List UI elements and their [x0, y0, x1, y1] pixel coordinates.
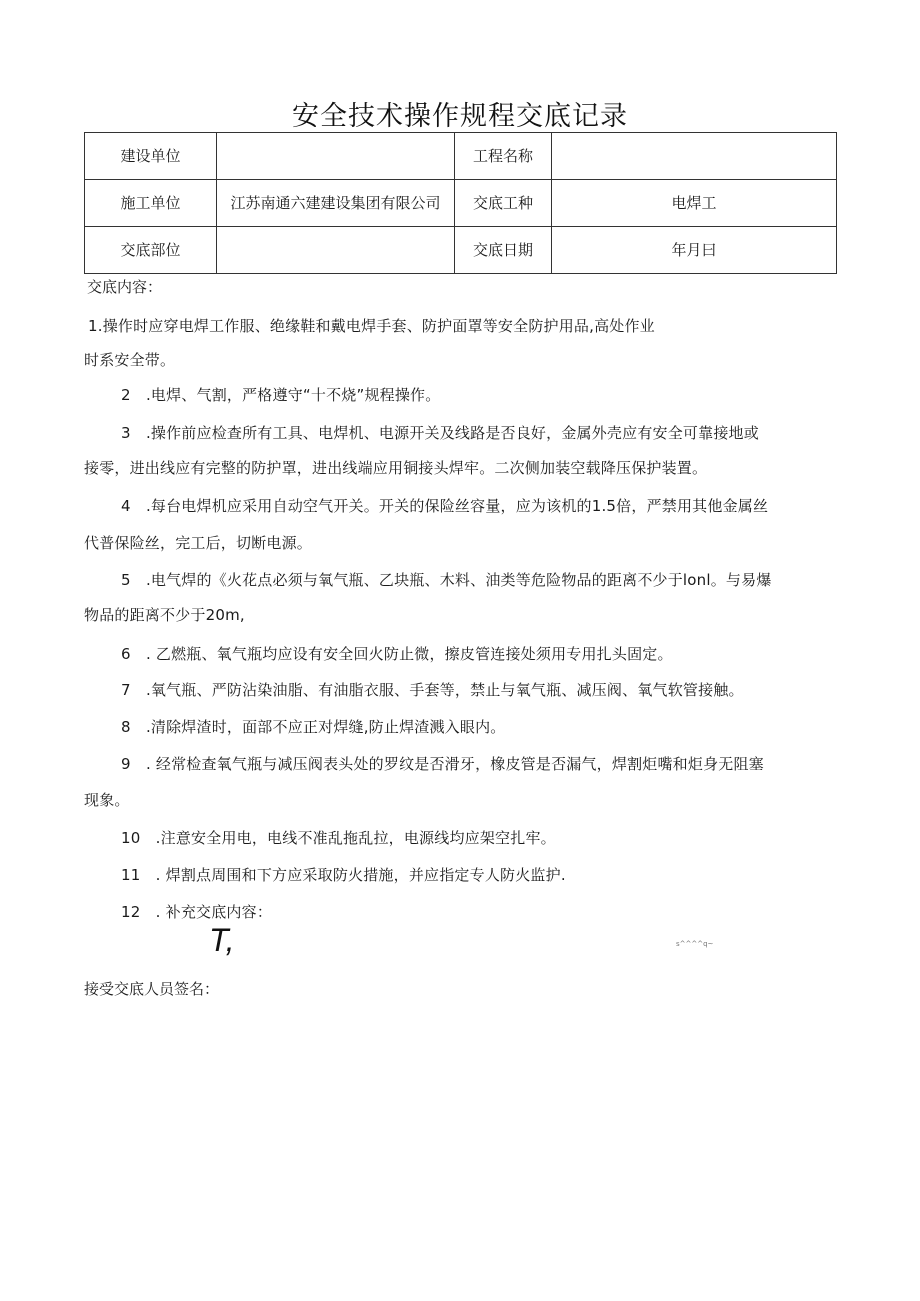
project-name-label: 工程名称	[455, 133, 552, 180]
item-11: 11 . 焊割点周围和下方应采取防火措施，并应指定专人防火监护.	[121, 866, 566, 884]
page-title: 安全技术操作规程交底记录	[292, 101, 628, 132]
construction-unit-label: 建设单位	[85, 133, 217, 180]
trade-label: 交底工种	[455, 180, 552, 227]
item-7: 7 .氧气瓶、严防沾染油脂、有油脂衣服、手套等，禁止与氧气瓶、减压阀、氧气软管接触。	[121, 681, 744, 699]
item-4-line-1: 4 .每台电焊机应采用自动空气开关。开关的保险丝容量，应为该机的1.5倍，严禁用其他金属丝	[121, 497, 769, 515]
construction-unit-value	[217, 133, 455, 180]
item-6: 6 . 乙燃瓶、氧气瓶均应设有安全回火防止微，擦皮管连接处须用专用扎头固定。	[121, 645, 673, 663]
contractor-value: 江苏南通六建建设集团有限公司	[217, 180, 455, 227]
info-table	[84, 132, 837, 274]
item-12: 12 . 补充交底内容：	[121, 903, 273, 921]
date-value: 年月曰	[552, 227, 837, 274]
item-1-line-1: 1.操作时应穿电焊工作服、绝缘鞋和戴电焊手套、防护面罩等安全防护用品,高处作业	[88, 317, 655, 335]
handwritten-mark: T,	[209, 922, 235, 958]
trade-value: 电焊工	[552, 180, 837, 227]
signature-label: 接受交底人员签名：	[84, 980, 220, 998]
table-row	[85, 227, 837, 274]
item-8: 8 .清除焊渣时，面部不应正对焊缝,防止焊渣溅入眼内。	[121, 718, 506, 736]
table-row	[85, 133, 837, 180]
contractor-label: 施工单位	[85, 180, 217, 227]
item-4-line-2: 代普保险丝，完工后，切断电源。	[84, 534, 313, 552]
table-row	[85, 180, 837, 227]
item-3-line-2: 接零，进出线应有完整的防护罩，进出线端应用铜接头焊牢。二次侧加装空载降压保护装置。	[84, 459, 708, 477]
date-label: 交底日期	[455, 227, 552, 274]
item-9-line-1: 9 . 经常检查氧气瓶与减压阀表头处的罗纹是否滑牙，橡皮管是否漏气，焊割炬嘴和炬身无阻塞	[121, 755, 764, 773]
small-mark: s^^^^q~	[676, 940, 714, 948]
project-name-value	[552, 133, 837, 180]
location-label: 交底部位	[85, 227, 217, 274]
item-1-line-2: 时系安全带。	[84, 351, 176, 369]
item-2: 2 .电焊、气割，严格遵守“十不烧”规程操作。	[121, 386, 441, 404]
location-value	[217, 227, 455, 274]
item-10: 10 .注意安全用电，电线不准乱拖乱拉，电源线均应架空扎牢。	[121, 829, 556, 847]
item-9-line-2: 现象。	[84, 791, 130, 809]
content-label: 交底内容：	[87, 278, 163, 296]
item-5-line-2: 物品的距离不少于20m,	[84, 606, 245, 624]
item-5-line-1: 5 .电气焊的《火花点必须与氧气瓶、乙块瓶、木料、油类等危险物品的距离不少于lonl。与易爆	[121, 571, 772, 589]
item-3-line-1: 3 .操作前应检查所有工具、电焊机、电源开关及线路是否良好，金属外壳应有安全可靠接地或	[121, 424, 759, 442]
